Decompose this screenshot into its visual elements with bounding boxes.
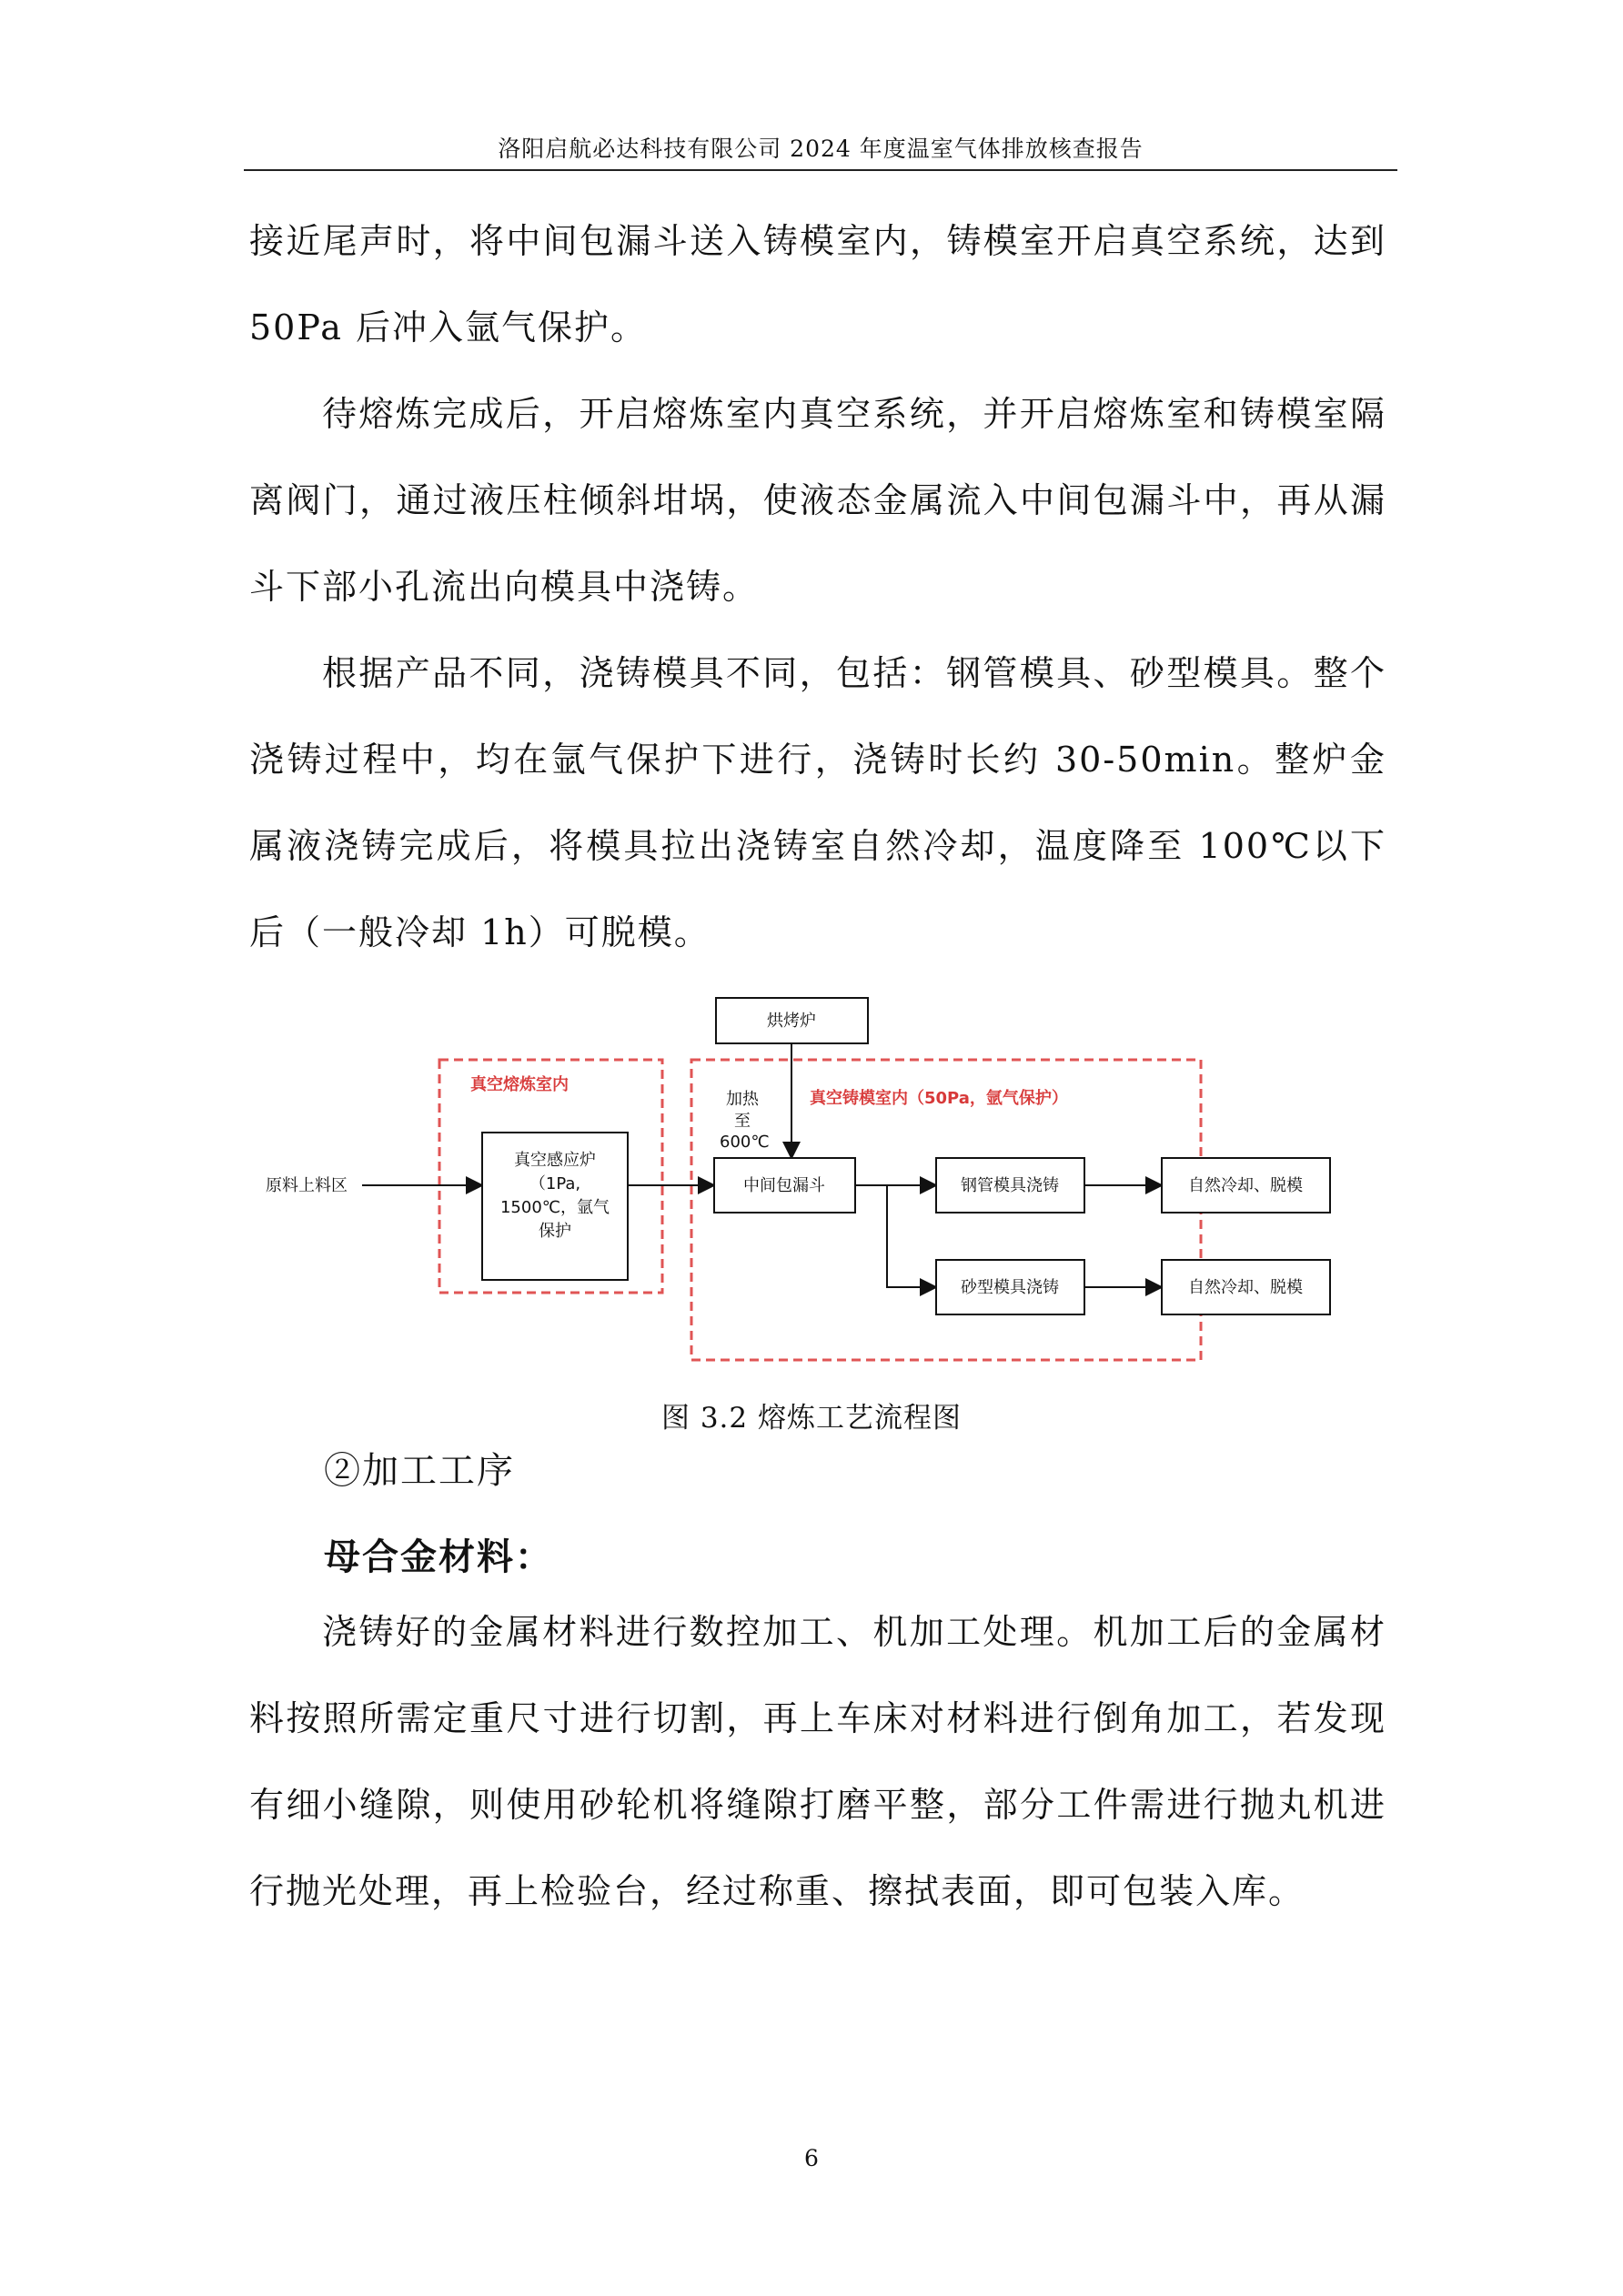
- furnace-line-3: 1500℃，氩气: [499, 1198, 610, 1217]
- subheading: 母合金材料：: [324, 1536, 553, 1578]
- steel-mold-label: 钢管模具浇铸: [961, 1176, 1059, 1195]
- raw-input-label: 原料上料区: [266, 1176, 348, 1195]
- cooling-label-2: 自然冷却、脱模: [1188, 1278, 1303, 1297]
- furnace-line-2: （1Pa,: [529, 1174, 581, 1193]
- sand-mold-label: 砂型模具浇铸: [961, 1278, 1059, 1297]
- heat-label-1: 加热: [726, 1090, 759, 1109]
- header-rule: [244, 169, 1397, 171]
- furnace-line-4: 保护: [539, 1222, 571, 1241]
- zone-casting-label: 真空铸模室内（50Pa，氩气保护）: [810, 1089, 1068, 1108]
- tundish-to-sand-line: [887, 1185, 934, 1287]
- process-flow-diagram: [255, 987, 1392, 1378]
- tundish-label: 中间包漏斗: [743, 1176, 825, 1195]
- oven-label: 烘烤炉: [767, 1012, 816, 1031]
- paragraph-4: 浇铸好的金属材料进行数控加工、机加工处理。机加工后的金属材料按照所需定重尺寸进行切割，再上车床对材料进行倒角加工，若发现有细小缝隙，则使用砂轮机将缝隙打磨平整，部分工件需进行抛丸机进行抛光处理，再上检验台，经过称重、擦拭表面，即可包装入库。: [249, 1612, 1386, 1911]
- page-header: 洛阳启航必达科技有限公司 2024 年度温室气体排放核查报告: [498, 136, 1144, 162]
- cooling-label-1: 自然冷却、脱模: [1188, 1176, 1303, 1195]
- heat-label-2: 至: [734, 1112, 751, 1131]
- zone-melting-label: 真空熔炼室内: [470, 1075, 569, 1094]
- paragraph-2: 待熔炼完成后，开启熔炼室内真空系统，并开启熔炼室和铸模室隔离阀门，通过液压柱倾斜坩埚，使液态金属流入中间包漏斗中，再从漏斗下部小孔流出向模具中浇铸。: [249, 394, 1386, 607]
- page-number: 6: [804, 2145, 819, 2171]
- furnace-line-1: 真空感应炉: [514, 1151, 596, 1170]
- heat-label-3: 600℃: [720, 1133, 770, 1152]
- section-heading: ②加工工序: [324, 1450, 515, 1492]
- figure-caption: 图 3.2 熔炼工艺流程图: [660, 1402, 962, 1435]
- paragraph-3: 根据产品不同，浇铸模具不同，包括：钢管模具、砂型模具。整个浇铸过程中，均在氩气保护下进行，浇铸时长约 30-50min。整炉金属液浇铸完成后，将模具拉出浇铸室自然冷却，温度降至 100℃以下后（一般冷却 1h）可脱模。: [249, 653, 1386, 952]
- paragraph-1: 接近尾声时，将中间包漏斗送入铸模室内，铸模室开启真空系统，达到 50Pa 后冲入氩气保护。: [249, 221, 1386, 347]
